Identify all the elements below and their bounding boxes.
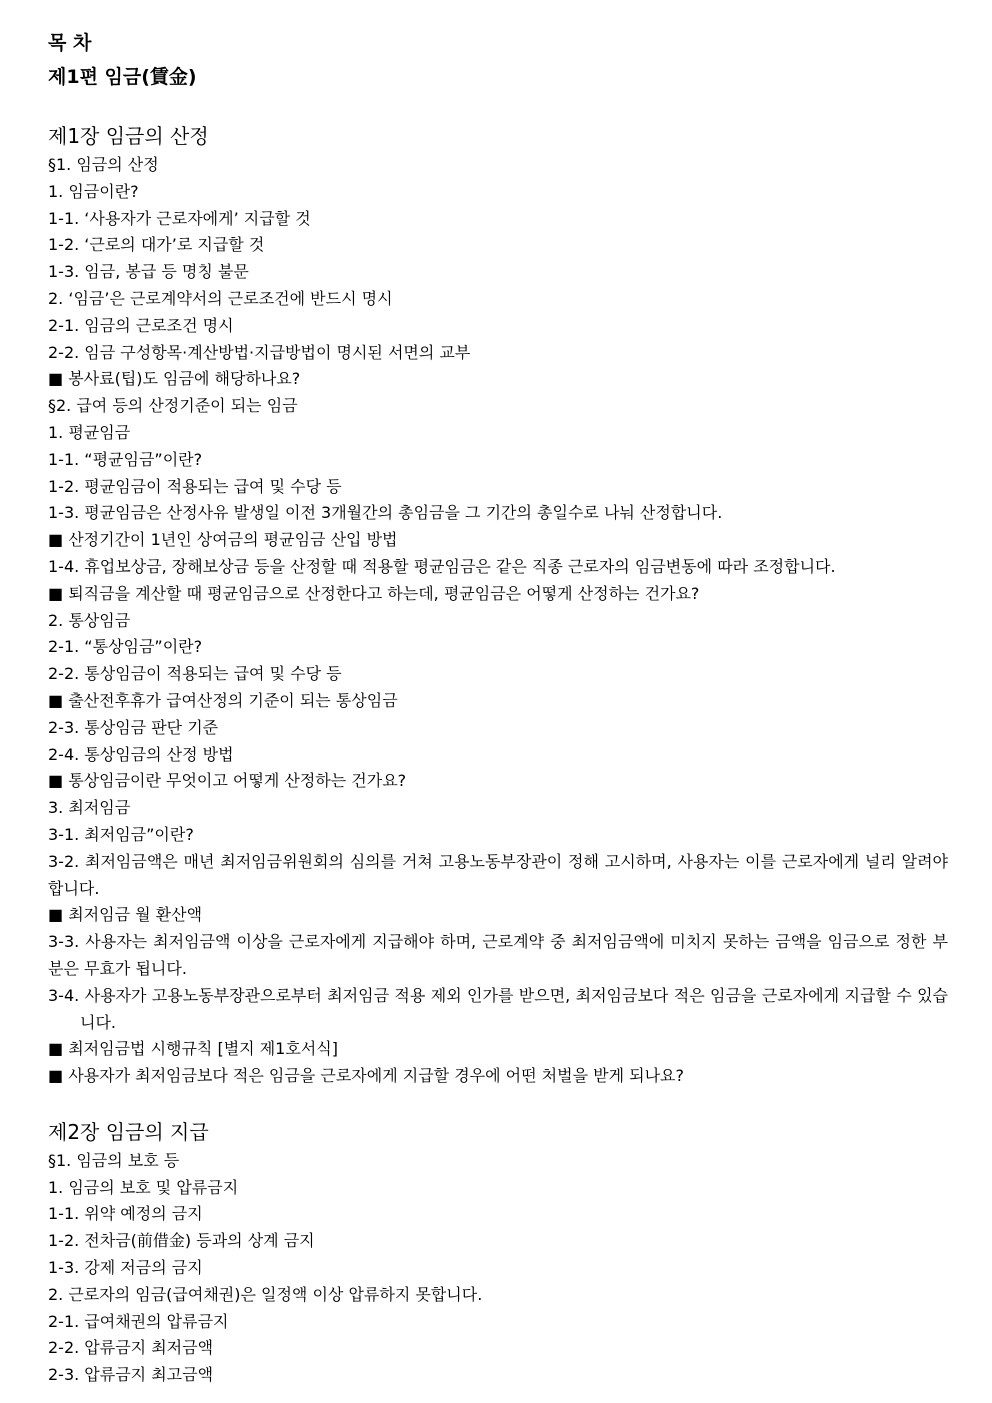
toc-entry: 1-4. 휴업보상금, 장해보상금 등을 산정할 때 적용할 평균임금은 같은 직종 근로자의 임금변동에 따라 조정합니다. xyxy=(48,556,836,576)
part-title: 제1편 임금(賃金) xyxy=(48,66,197,88)
toc-entry: 2-4. 통상임금의 산정 방법 xyxy=(48,744,234,764)
toc-entry: 2-3. 압류금지 최고금액 xyxy=(48,1365,214,1385)
toc-entry: 1-1. ‘사용자가 근로자에게’ 지급할 것 xyxy=(48,208,311,228)
toc-entry: 1-1. 위약 예정의 금지 xyxy=(48,1204,203,1224)
toc-entry: ■ 산정기간이 1년인 상여금의 평균임금 산입 방법 xyxy=(48,530,398,550)
toc-entry: ■ 사용자가 최저임금보다 적은 임금을 근로자에게 지급할 경우에 어떤 처벌을 받게 되나요? xyxy=(48,1066,684,1086)
toc-entry: 1-2. ‘근로의 대가’로 지급할 것 xyxy=(48,235,265,255)
toc-entry: 2. ‘임금’은 근로계약서의 근로조건에 반드시 명시 xyxy=(48,288,393,308)
toc-entry: 3-2. 최저임금액은 매년 최저임금위원회의 심의를 거쳐 고용노동부장관이 정해 고시하며, 사용자는 이를 근로자에게 널리 알려야 합니다. xyxy=(48,851,948,898)
toc-entry: ■ 출산전후휴가 급여산정의 기준이 되는 통상임금 xyxy=(48,690,398,710)
chapter-section xyxy=(48,1116,948,1389)
toc-entry: 3-3. 사용자는 최저임금액 이상을 근로자에게 지급해야 하며, 근로계약 중 최저임금액에 미치지 못하는 금액을 임금으로 정한 부분은 무효가 됩니다. xyxy=(48,932,948,978)
toc-entry: ■ 최저임금 월 환산액 xyxy=(48,905,203,925)
toc-entry: ■ 최저임금법 시행규칙 [별지 제1호서식] xyxy=(48,1039,338,1059)
toc-entry: 1. 임금이란? xyxy=(48,181,139,201)
toc-entry: §1. 임금의 산정 xyxy=(48,155,159,174)
document-page xyxy=(48,26,948,1389)
toc-entry: 2-1. “통상임금”이란? xyxy=(48,637,203,657)
toc-entry: 2-2. 통상임금이 적용되는 급여 및 수당 등 xyxy=(48,664,342,684)
toc-entry: 3-1. 최저임금”이란? xyxy=(48,824,194,844)
toc-entry: 1. 임금의 보호 및 압류금지 xyxy=(48,1177,239,1197)
toc-entry: ■ 통상임금이란 무엇이고 어떻게 산정하는 건가요? xyxy=(48,771,407,791)
toc-entry: 1-3. 평균임금은 산정사유 발생일 이전 3개월간의 총임금을 그 기간의 총일수로 나눠 산정합니다. xyxy=(48,503,723,523)
toc-entry: 1-3. 강제 저금의 금지 xyxy=(48,1258,203,1278)
toc-entry: 2-1. 임금의 근로조건 명시 xyxy=(48,315,234,335)
chapter-title: 제1장 임금의 산정 xyxy=(48,124,209,148)
toc-entry: ■ 퇴직금을 계산할 때 평균임금으로 산정한다고 하는데, 평균임금은 어떻게 산정하는 건가요? xyxy=(48,583,700,603)
toc-entry: 2-2. 임금 구성항목·계산방법·지급방법이 명시된 서면의 교부 xyxy=(48,342,471,362)
toc-entry: 2. 통상임금 xyxy=(48,610,131,630)
toc-entry: 2-3. 통상임금 판단 기준 xyxy=(48,717,219,737)
toc-entry: ■ 봉사료(팁)도 임금에 해당하나요? xyxy=(48,369,301,389)
toc-entry: 3-4. 사용자가 고용노동부장관으로부터 최저임금 적용 제외 인가를 받으면, 최저임금보다 적은 임금을 근로자에게 지급할 수 있습니다. xyxy=(48,985,948,1032)
toc-entry: 1-1. “평균임금”이란? xyxy=(48,449,203,469)
toc-entry: §2. 급여 등의 산정기준이 되는 임금 xyxy=(48,396,298,416)
toc-title: 목 차 xyxy=(48,32,92,54)
chapter-list xyxy=(48,120,948,1389)
toc-entry: 1. 평균임금 xyxy=(48,422,131,442)
toc-entry: 2-1. 급여채권의 압류금지 xyxy=(48,1311,229,1331)
toc-entry: 3. 최저임금 xyxy=(48,798,131,818)
toc-entry: 1-2. 전차금(前借金) 등과의 상계 금지 xyxy=(48,1231,315,1251)
toc-entry: 2-2. 압류금지 최저금액 xyxy=(48,1338,214,1358)
chapter-title: 제2장 임금의 지급 xyxy=(48,1119,209,1144)
toc-entry: §1. 임금의 보호 등 xyxy=(48,1150,180,1170)
toc-entry: 2. 근로자의 임금(급여채권)은 일정액 이상 압류하지 못합니다. xyxy=(48,1284,483,1304)
toc-entry: 1-3. 임금, 봉급 등 명칭 불문 xyxy=(48,262,249,282)
chapter-section xyxy=(48,120,948,1090)
toc-entry: 1-2. 평균임금이 적용되는 급여 및 수당 등 xyxy=(48,476,342,496)
